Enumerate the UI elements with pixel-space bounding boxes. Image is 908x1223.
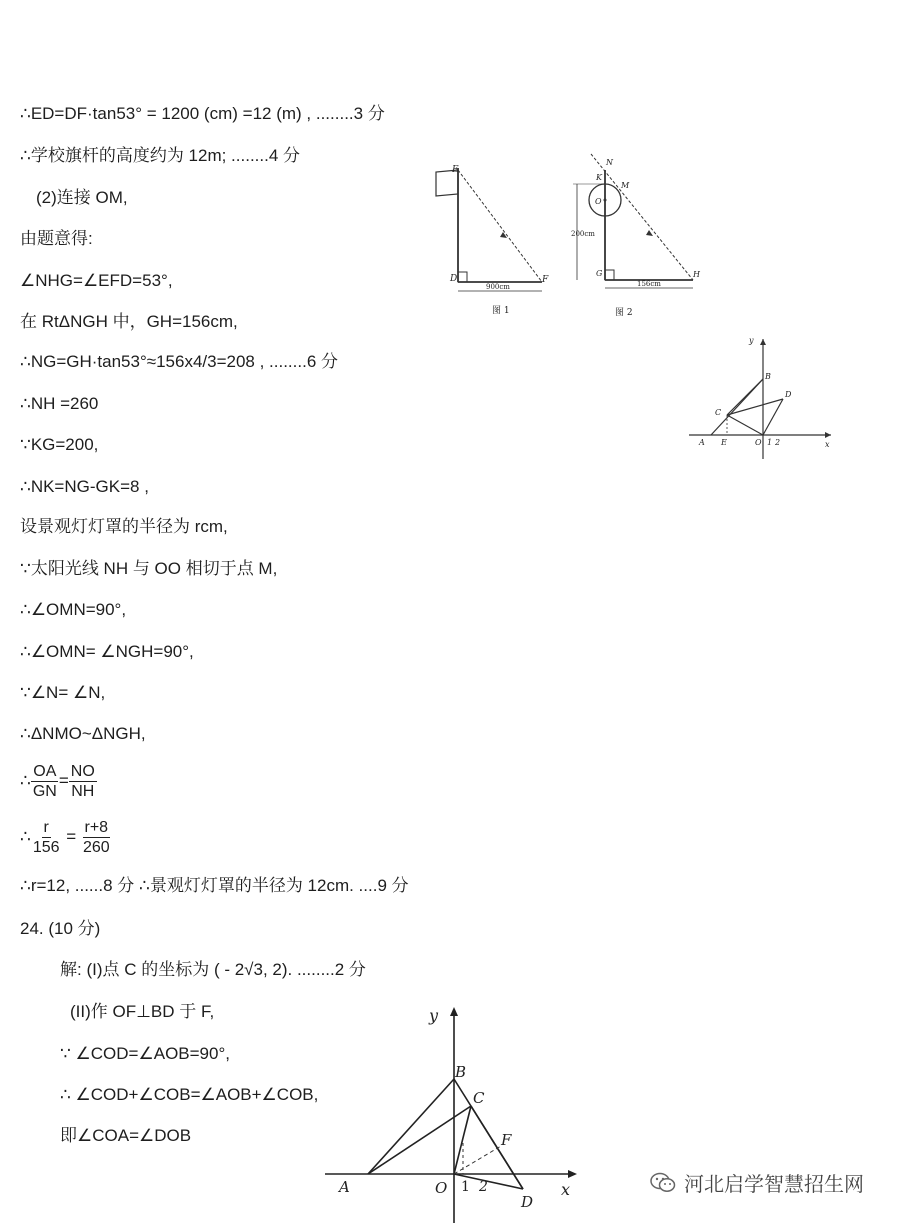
dashed-OF (454, 1146, 501, 1174)
label-E: E (452, 165, 459, 175)
sun-ray-line (458, 170, 542, 282)
label-F: F (501, 1131, 512, 1149)
therefore-symbol: ∴ (20, 770, 31, 790)
figure-3-coordinate-plot (685, 335, 835, 465)
label-y: y (749, 336, 754, 345)
text-line: ∴NG=GH·tan53°≈156x4/3=208 , ........6 分 (20, 352, 338, 371)
text-line: (II)作 OF⊥BD 于 F, (70, 1002, 215, 1021)
figure-caption: 图 1 (492, 306, 510, 316)
label-B: B (455, 1063, 467, 1081)
label-D: D (785, 390, 792, 399)
numerator: r+8 (84, 819, 109, 836)
label-G: G (596, 269, 603, 278)
label-F: F (542, 275, 549, 285)
label-C: C (473, 1089, 485, 1107)
tick-2: 2 (479, 1179, 488, 1195)
text-line: ∴学校旗杆的高度约为 12m; ........4 分 (20, 146, 301, 165)
numerator: r (43, 819, 49, 836)
text-line: ∴ΔNMO~ΔNGH, (20, 724, 146, 743)
text-line: 设景观灯灯罩的半径为 rcm, (20, 517, 228, 536)
denominator: GN (32, 783, 57, 800)
text-line: ∴NK=NG-GK=8 , (20, 477, 149, 496)
text-line: 在 RtΔNGH 中，GH=156cm, (20, 312, 238, 331)
equals-sign: = (66, 826, 77, 846)
ray-arrow (646, 230, 653, 236)
height-label: 200cm (571, 230, 595, 238)
label-B: B (765, 372, 771, 381)
dimension-label: 900cm (486, 283, 510, 291)
label-x: x (825, 440, 830, 449)
fraction-left (31, 762, 59, 801)
tick-2: 2 (775, 438, 781, 447)
text-line: ∵太阳光线 NH 与 OO 相切于点 M, (20, 559, 278, 578)
label-M: M (621, 181, 630, 190)
text-line: ∵∠N= ∠N, (20, 683, 106, 702)
x-axis-arrow (568, 1170, 577, 1178)
denominator: NH (71, 783, 95, 800)
figure-4-coordinate-plot (325, 1003, 585, 1223)
dimension-label: 156cm (637, 280, 661, 288)
label-A: A (699, 438, 705, 447)
fraction-right (81, 818, 112, 857)
tick-1: 1 (461, 1179, 470, 1195)
text-line: ∴∠OMN= ∠NGH=90°, (20, 642, 194, 661)
fraction-right (69, 762, 97, 801)
text-line: 即∠COA=∠DOB (60, 1126, 192, 1145)
question-header: 24. (10 分) (20, 919, 101, 938)
denominator: 156 (32, 839, 60, 856)
sun-ray-line (591, 154, 693, 280)
wechat-icon (650, 1172, 676, 1194)
label-A: A (339, 1178, 350, 1196)
label-E: E (721, 438, 727, 447)
text-line: ∵ ∠COD=∠AOB=90°, (60, 1044, 230, 1063)
figure-caption: 图 2 (615, 308, 633, 318)
label-H: H (693, 270, 700, 279)
segment-CO (727, 415, 763, 435)
label-D: D (521, 1193, 534, 1211)
numerator: NO (70, 763, 95, 780)
tick-1: 1 (767, 438, 773, 447)
x-axis-arrow (825, 432, 831, 438)
fraction-equation-2 (20, 818, 112, 857)
label-O: O (595, 197, 602, 206)
text-line: ∵KG=200, (20, 435, 99, 454)
y-axis-arrow (450, 1007, 458, 1016)
right-angle-mark (458, 272, 467, 282)
figure-1-flagpole (430, 160, 560, 320)
text-line: ∴∠OMN=90°, (20, 600, 127, 619)
label-O: O (435, 1179, 448, 1197)
text-line: ∠NHG=∠EFD=53°, (20, 271, 173, 290)
text-line: 解: (I)点 C 的坐标为 ( - 2√3, 2). ........2 分 (60, 960, 366, 979)
label-C: C (715, 408, 722, 417)
therefore-symbol: ∴ (20, 826, 31, 846)
text-line: (2)连接 OM, (36, 188, 128, 207)
equals-sign: = (58, 770, 69, 790)
numerator: OA (33, 763, 57, 780)
watermark (650, 1168, 864, 1197)
fraction-equation-1 (20, 762, 97, 801)
denominator: 260 (82, 839, 110, 856)
label-y: y (429, 1006, 439, 1025)
text-line: ∴NH =260 (20, 394, 99, 413)
right-angle-mark (605, 270, 614, 280)
label-N: N (606, 158, 613, 167)
ray-arrow (500, 232, 507, 238)
text-line: 由题意得: (20, 229, 93, 248)
segment-CD (471, 1106, 523, 1189)
label-K: K (596, 173, 602, 182)
label-O: O (755, 438, 762, 447)
label-D: D (450, 274, 458, 284)
text-line: ∴r=12, ......8 分 ∴景观灯灯罩的半径为 12cm. ....9 分 (20, 876, 409, 895)
y-axis-arrow (760, 339, 766, 345)
center-point (604, 199, 607, 202)
label-x: x (561, 1180, 571, 1199)
figure-2-lamp (565, 152, 715, 322)
text-line: ∴ ∠COD+∠COB=∠AOB+∠COB, (60, 1085, 319, 1104)
watermark-text: 河北启学智慧招生网 (684, 1174, 864, 1196)
text-line: ∴ED=DF·tan53° = 1200 (cm) =12 (m) , ........3 分 (20, 104, 385, 123)
fraction-left (31, 818, 62, 857)
